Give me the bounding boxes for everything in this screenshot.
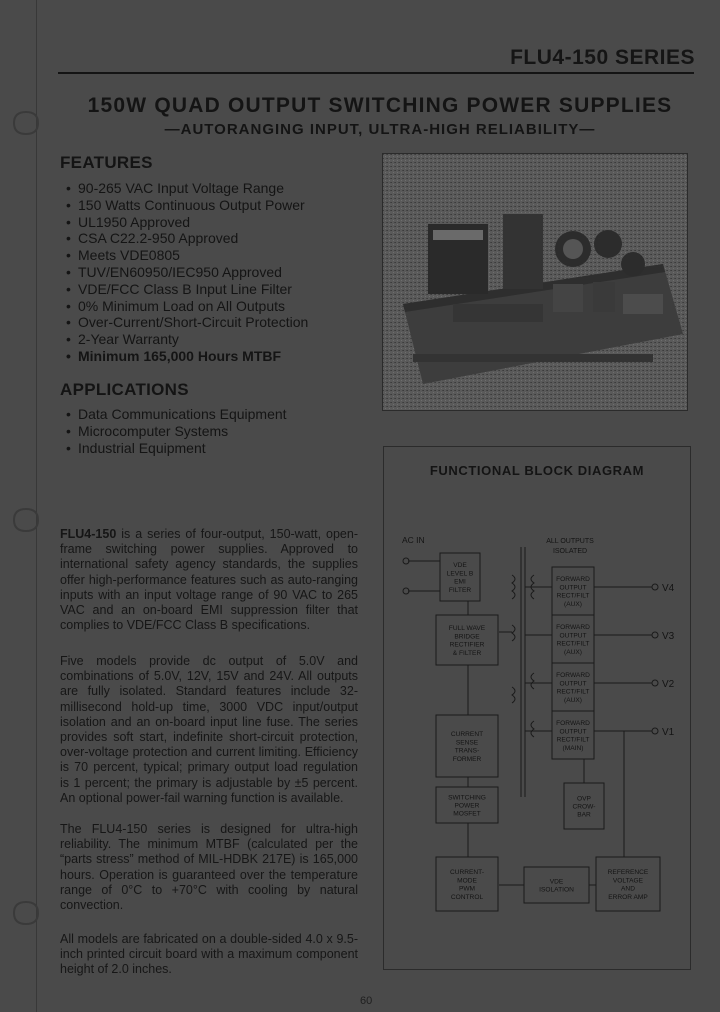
features-heading: FEATURES — [60, 153, 153, 172]
reliability-paragraph: The FLU4-150 series is designed for ultra-high reliability. The minimum MTBF (calculated per the “parts stress” method of MIL-HDBK 217E) is 165,000 hours. Operation is guaranteed over the temperature range of 0°C to +70°C with cooling by natural convection. — [60, 822, 358, 913]
pwm-control-block-label: PWM — [458, 885, 476, 893]
ac-in-label: AC IN — [402, 535, 425, 545]
feature-item: • VDE/FCC Class B Input Line Filter — [60, 281, 308, 298]
rectifier-block-label: & FILTER — [452, 649, 482, 657]
output-label-v2: V2 — [662, 679, 675, 690]
power-supply-board-image — [383, 154, 687, 410]
output-v2-block-label: FORWARD — [556, 672, 590, 680]
output-v1-block-label: (MAIN) — [562, 744, 584, 752]
fabrication-paragraph: All models are fabricated on a double-sided 4.0 x 9.5-inch printed circuit board with a maximum component height of 2.0 inches. — [60, 932, 358, 977]
feature-item: • TUV/EN60950/IEC950 Approved — [60, 264, 308, 281]
switching-mosfet-block-label: POWER — [454, 802, 480, 810]
output-v2-block-label: OUTPUT — [559, 680, 587, 688]
header-rule — [58, 72, 694, 74]
ovp-crowbar-block-label: CROW- — [572, 803, 596, 811]
applications-heading: APPLICATIONS — [60, 380, 189, 399]
application-item: • Data Communications Equipment — [60, 406, 287, 423]
rectifier-block-label: BRIDGE — [454, 633, 480, 641]
feature-item: • Over-Current/Short-Circuit Protection — [60, 314, 308, 331]
emi-filter-block-label: EMI — [454, 578, 466, 586]
current-sense-block-label: CURRENT — [450, 731, 484, 739]
output-v1-block-label: RECT/FILT — [556, 736, 590, 744]
output-v3-block-label: OUTPUT — [559, 632, 587, 640]
output-v2-block-label: (AUX) — [564, 696, 582, 704]
output-v1-block-label: OUTPUT — [559, 728, 587, 736]
diagram-title: FUNCTIONAL BLOCK DIAGRAM — [429, 463, 645, 478]
feature-item: • 150 Watts Continuous Output Power — [60, 197, 308, 214]
reference-error-amp-block-label: REFERENCE — [607, 869, 649, 877]
product-photo — [382, 153, 688, 411]
emi-filter-block-label: FILTER — [448, 586, 472, 594]
isolation-block-label: VDE — [549, 878, 564, 886]
pwm-control-block-label: CURRENT- — [449, 869, 485, 877]
page-subtitle: —AUTORANGING INPUT, ULTRA-HIGH RELIABILITY— — [164, 121, 596, 138]
output-label-v4: V4 — [662, 583, 675, 594]
all-outputs-label: ALL OUTPUTS — [546, 538, 594, 545]
reference-error-amp-block-label: AND — [621, 885, 635, 893]
ovp-crowbar-block-label: OVP — [577, 795, 591, 803]
output-label-v3: V3 — [662, 631, 675, 642]
reference-error-amp-block-label: ERROR AMP — [608, 893, 648, 901]
output-v3-block-label: RECT/FILT — [556, 640, 590, 648]
block-diagram-drawing — [384, 447, 690, 969]
page-title: 150W QUAD OUTPUT SWITCHING POWER SUPPLIES — [87, 94, 673, 117]
rectifier-block-label: RECTIFIER — [449, 641, 485, 649]
binder-hole-mark — [10, 505, 44, 535]
output-v2-block-label: RECT/FILT — [556, 688, 590, 696]
feature-item: • 0% Minimum Load on All Outputs — [60, 298, 308, 315]
application-item: • Microcomputer Systems — [60, 423, 287, 440]
pwm-control-block-label: CONTROL — [450, 893, 484, 901]
outputs-paragraph: Five models provide dc output of 5.0V and combinations of 5.0V, 12V, 15V and 24V. All outputs are fully isolated. Standard features include 32-millisecond hold-up time, 3000 VDC input/output isolation and an on-board input line fuse. The series provides soft start, indefinite short-circuit protection, over-voltage protection and current limiting. Efficiency is 70 percent, typical; primary output load regulation is 1 percent; the primary is adjustable by ±5 percent. An optional power-fail warning function is available. — [60, 654, 358, 805]
feature-item: • UL1950 Approved — [60, 214, 308, 231]
ovp-crowbar-block-label: BAR — [577, 811, 591, 819]
functional-block-diagram — [383, 446, 691, 970]
intro-text: is a series of four-output, 150-watt, open-frame switching power supplies. Approved to international safety agency standards, the supplies offer high-performance features such as auto-ranging inputs with an input voltage range of 90 VAC to 265 VAC and an on-board EMI suppression filter that complies to VDE/FCC Class B specifications. — [60, 527, 358, 633]
rectifier-block-label: FULL WAVE — [448, 625, 486, 633]
emi-filter-block-label: LEVEL B — [446, 570, 474, 578]
features-list — [60, 180, 308, 365]
output-v4-block-label: (AUX) — [564, 600, 582, 608]
feature-item: • 2-Year Warranty — [60, 331, 308, 348]
current-sense-block-label: TRANS- — [454, 747, 480, 755]
feature-item: • CSA C22.2-950 Approved — [60, 230, 308, 247]
application-item: • Industrial Equipment — [60, 440, 287, 457]
applications-list — [60, 406, 287, 456]
feature-item: • 90-265 VAC Input Voltage Range — [60, 180, 308, 197]
switching-mosfet-block-label: SWITCHING — [448, 794, 486, 802]
output-label-v1: V1 — [662, 727, 675, 738]
page-number: 60 — [360, 995, 373, 1007]
binder-hole-mark — [10, 898, 44, 928]
feature-item: • Minimum 165,000 Hours MTBF — [60, 348, 308, 365]
all-outputs-label: ISOLATED — [552, 548, 588, 555]
pwm-control-block-label: MODE — [457, 877, 477, 885]
product-name: FLU4-150 — [60, 527, 117, 541]
switching-mosfet-block-label: MOSFET — [453, 810, 481, 818]
output-v4-block-label: FORWARD — [556, 576, 590, 584]
binder-hole-mark — [10, 108, 44, 138]
current-sense-block-label: SENSE — [455, 739, 479, 747]
intro-paragraph — [60, 527, 358, 633]
output-v4-block-label: RECT/FILT — [556, 592, 590, 600]
current-sense-block-label: FORMER — [452, 755, 482, 763]
series-title: FLU4-150 SERIES — [510, 46, 695, 69]
emi-filter-block-label: VDE — [453, 562, 467, 570]
output-v1-block-label: FORWARD — [556, 720, 590, 728]
output-v3-block-label: FORWARD — [556, 624, 590, 632]
output-v4-block-label: OUTPUT — [559, 584, 587, 592]
reference-error-amp-block-label: VOLTAGE — [612, 877, 644, 885]
isolation-block-label: ISOLATION — [539, 886, 574, 894]
feature-item: • Meets VDE0805 — [60, 247, 308, 264]
output-v3-block-label: (AUX) — [564, 648, 582, 656]
